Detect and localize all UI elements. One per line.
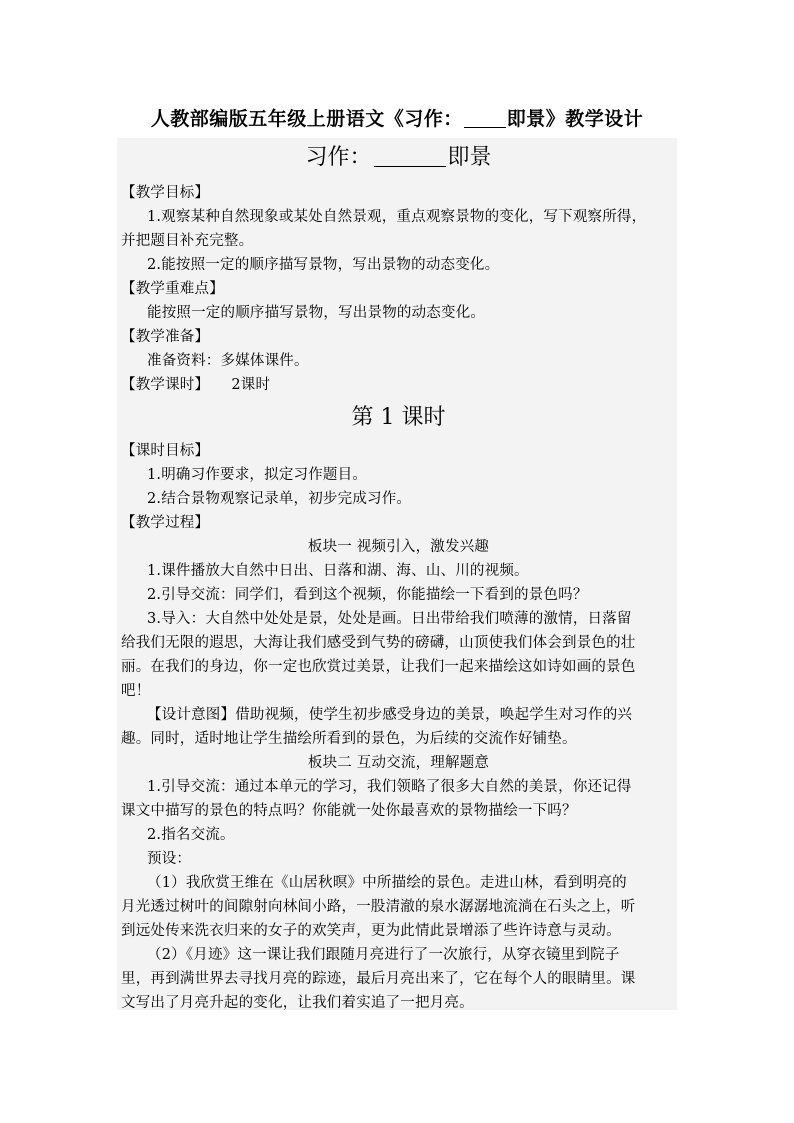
- paragraph-line: 2.引导交流：同学们，看到这个视频，你能描绘一下看到的景色吗？: [147, 587, 588, 603]
- paragraph-line: 趣。同时，适时地让学生描绘所看到的景色，为后续的交流作好铺垫。: [121, 731, 577, 747]
- paragraph-line: 2.能按照一定的顺序描写景物，写出景物的动态变化。: [147, 257, 500, 273]
- paragraph-line: （2）《月迹》这一课让我们跟随月亮进行了一次旅行，从穿衣镜里到院子: [147, 947, 620, 963]
- section-heading-process: 【教学过程】: [121, 515, 210, 531]
- lesson-subtitle: [121, 143, 676, 173]
- paragraph-line: 1.引导交流：通过本单元的学习，我们领略了很多大自然的美景，你还记得: [147, 779, 632, 795]
- paragraph-line: 能按照一定的顺序描写景物，写出景物的动态变化。: [147, 305, 486, 321]
- document-title: [0, 104, 794, 131]
- block-heading-two: 板块二 互动交流，理解题意: [307, 755, 490, 771]
- lesson-heading: 第 1 课时: [351, 405, 446, 430]
- design-intent-line: 【设计意图】借助视频，使学生初步感受身边的美景，唤起学生对习作的兴: [147, 707, 633, 723]
- title-prefix: 人教部编版五年级上册语文《习作：: [150, 108, 463, 130]
- paragraph-line: 吧！: [121, 683, 151, 699]
- section-heading-keypoints: 【教学重难点】: [121, 281, 224, 297]
- paragraph-line: 预设：: [147, 851, 192, 867]
- block-heading-one: 板块一 视频引入，激发兴趣: [307, 539, 490, 555]
- paragraph-line: 准备资料：多媒体课件。: [147, 353, 309, 369]
- paragraph-line: 月光透过树叶的间隙射向林间小路，一股清澈的泉水潺潺地流淌在石头之上，听: [121, 899, 636, 915]
- subtitle-prefix: 习作：: [305, 145, 372, 170]
- subtitle-blank: [374, 146, 446, 167]
- paragraph-line: 并把题目补充完整。: [121, 233, 254, 249]
- paragraph-line: 到远处传来洗衣归来的女子的欢笑声，更为此情此景增添了些许诗意与灵动。: [121, 923, 621, 939]
- paragraph-line: 1.课件播放大自然中日出、日落和湖、海、山、川的视频。: [147, 563, 529, 579]
- title-suffix: 即景》教学设计: [506, 108, 644, 130]
- section-heading-lesson-goals: 【课时目标】: [121, 443, 210, 459]
- paragraph-line: 给我们无限的遐思，大海让我们感受到气势的磅礴，山顶使我们体会到景色的壮: [121, 635, 636, 651]
- paragraph-line: 丽。在我们的身边，你一定也欣赏过美景，让我们一起来描绘这如诗如画的景色: [121, 659, 636, 675]
- section-heading-preparation: 【教学准备】: [121, 329, 210, 345]
- paragraph-line: 里，再到满世界去寻找月亮的踪迹，最后月亮出来了，它在每个人的眼睛里。课: [121, 971, 636, 987]
- paragraph-line: 2.指名交流。: [147, 827, 235, 843]
- subtitle-suffix: 即景: [447, 145, 492, 170]
- paragraph-line: 1.观察某种自然现象或某处自然景观，重点观察景物的变化，写下观察所得，: [147, 209, 647, 225]
- paragraph-line: 2.结合景物观察记录单，初步完成习作。: [147, 491, 412, 507]
- paragraph-line: （1）我欣赏王维在《山居秋暝》中所描绘的景色。走进山林，看到明亮的: [147, 875, 627, 891]
- section-heading-goals: 【教学目标】: [121, 185, 210, 201]
- paragraph-line: 1.明确习作要求，拟定习作题目。: [147, 467, 368, 483]
- paragraph-line: 3.导入：大自然中处处是景，处处是画。日出带给我们喷薄的激情，日落留: [147, 611, 632, 627]
- title-blank: [464, 111, 506, 128]
- paragraph-line: 文写出了月亮升起的变化，让我们着实追了一把月亮。: [121, 995, 474, 1011]
- section-heading-hours: 【教学课时】 2课时: [121, 377, 271, 393]
- paragraph-line: 课文中描写的景色的特点吗？你能就一处你最喜欢的景物描绘一下吗？: [121, 803, 577, 819]
